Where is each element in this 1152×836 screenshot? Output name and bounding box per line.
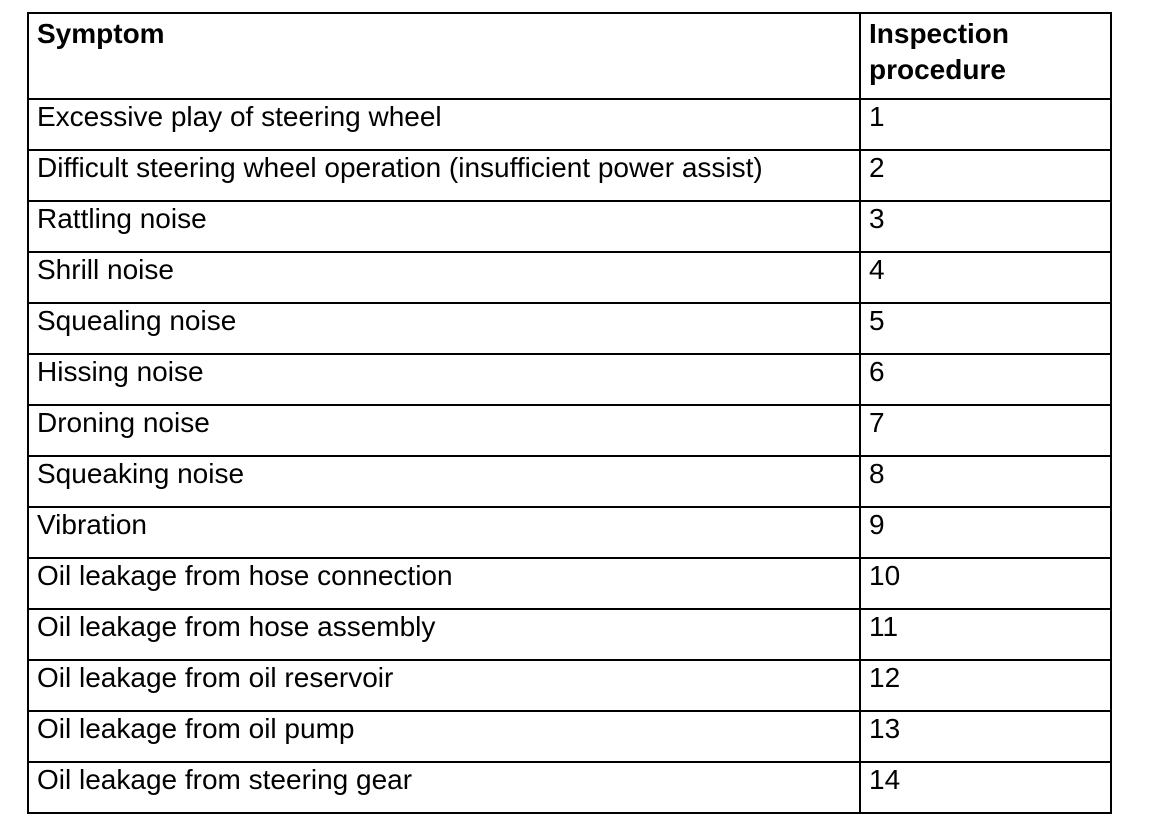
symptom-cell: Droning noise	[28, 405, 860, 456]
table-row	[28, 303, 1111, 354]
procedure-cell: 13	[860, 711, 1111, 762]
inspection-procedure-header: Inspection procedure	[860, 13, 1111, 99]
table-row	[28, 609, 1111, 660]
procedure-cell: 1	[860, 99, 1111, 150]
table-row	[28, 660, 1111, 711]
symptom-cell: Difficult steering wheel operation (insufficient power assist)	[28, 150, 860, 201]
table-row	[28, 558, 1111, 609]
procedure-cell: 8	[860, 456, 1111, 507]
procedure-cell: 7	[860, 405, 1111, 456]
procedure-cell: 12	[860, 660, 1111, 711]
table-row	[28, 507, 1111, 558]
procedure-cell: 4	[860, 252, 1111, 303]
symptom-cell: Vibration	[28, 507, 860, 558]
symptom-cell: Shrill noise	[28, 252, 860, 303]
symptom-cell: Hissing noise	[28, 354, 860, 405]
table-row	[28, 150, 1111, 201]
header-row	[28, 13, 1111, 99]
symptom-cell: Squealing noise	[28, 303, 860, 354]
symptom-cell: Squeaking noise	[28, 456, 860, 507]
symptom-table	[27, 12, 1112, 814]
table-row	[28, 201, 1111, 252]
symptom-cell: Rattling noise	[28, 201, 860, 252]
procedure-cell: 9	[860, 507, 1111, 558]
procedure-cell: 3	[860, 201, 1111, 252]
symptom-cell: Oil leakage from oil pump	[28, 711, 860, 762]
procedure-cell: 14	[860, 762, 1111, 813]
procedure-cell: 6	[860, 354, 1111, 405]
table-row	[28, 252, 1111, 303]
symptom-cell: Oil leakage from oil reservoir	[28, 660, 860, 711]
procedure-cell: 2	[860, 150, 1111, 201]
table-row	[28, 405, 1111, 456]
table-row	[28, 762, 1111, 813]
symptom-header: Symptom	[28, 13, 860, 99]
symptom-cell: Excessive play of steering wheel	[28, 99, 860, 150]
table-row	[28, 456, 1111, 507]
symptom-cell: Oil leakage from hose assembly	[28, 609, 860, 660]
table-row	[28, 354, 1111, 405]
procedure-cell: 10	[860, 558, 1111, 609]
procedure-cell: 11	[860, 609, 1111, 660]
symptom-cell: Oil leakage from hose connection	[28, 558, 860, 609]
table-row	[28, 99, 1111, 150]
symptom-cell: Oil leakage from steering gear	[28, 762, 860, 813]
procedure-cell: 5	[860, 303, 1111, 354]
table-row	[28, 711, 1111, 762]
